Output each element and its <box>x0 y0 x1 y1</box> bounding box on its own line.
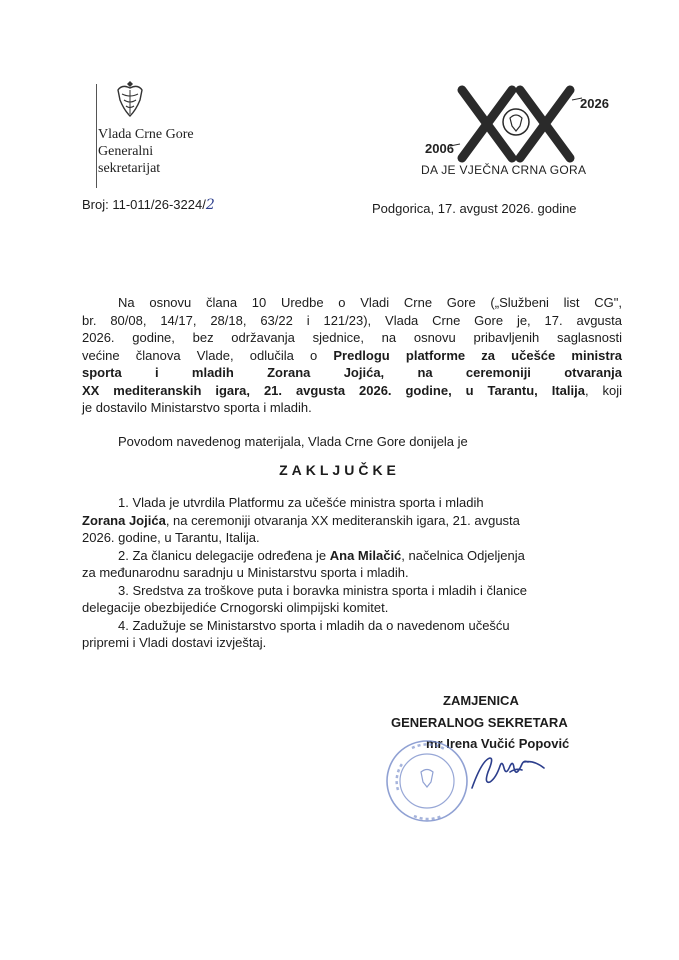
conclusion-bold-text: Zorana Jojića <box>82 512 166 528</box>
handwritten-signature-icon <box>466 742 556 802</box>
intro-text: većine članova Vlade, odlučila o <box>82 347 334 363</box>
coat-of-arms-icon <box>112 78 148 122</box>
org-line-2: Generalni <box>98 144 154 159</box>
intro-line: Na osnovu člana 10 Uredbe o Vladi Crne Gore („Službeni list CG", <box>118 295 622 310</box>
conclusion-line: delegacije obezbijediće Crnogorski olimpijski komitet. <box>82 600 389 615</box>
header-divider <box>96 84 97 188</box>
intro-line: sporta i mladih Zorana Jojića, na ceremoniji otvaranja <box>82 365 622 380</box>
conclusion-item-4 <box>82 617 622 652</box>
organization-name <box>98 126 194 177</box>
conclusion-line: 1. Vlada je utvrdila Platformu za učešće ministra sporta i mladih <box>118 495 484 510</box>
intro-line <box>82 382 622 400</box>
conclusion-item-1 <box>82 494 622 547</box>
org-line-1: Vlada Crne Gore <box>98 127 194 142</box>
logo-year-start: 2006 <box>425 141 454 156</box>
logo-year-end: 2026 <box>580 96 609 111</box>
conclusion-text: , na ceremoniji otvaranja XX mediteranskih igara, 21. avgusta <box>165 512 520 528</box>
intro-line: 2026. godine, bez održavanja sjednice, na osnovu pribavljenih saglasnosti <box>82 330 622 345</box>
conclusion-line: za međunarodnu saradnju u Ministarstvu sporta i mladih. <box>82 565 409 580</box>
conclusions-heading: ZAKLJUČKE <box>279 462 400 478</box>
conclusion-line: 2026. godine, u Tarantu, Italija. <box>82 530 260 545</box>
conclusion-line <box>82 547 622 565</box>
conclusion-item-2 <box>82 547 622 582</box>
intro-bold-text: XX mediteranskih igara, 21. avgusta 2026. godine, u Tarantu, Italija <box>82 382 585 398</box>
reference-number-text: Broj: 11-011/26-3224/ <box>82 197 206 212</box>
signatory-title-2: GENERALNOG SEKRETARA <box>391 715 568 730</box>
conclusion-bold-text: Ana Milačić <box>329 547 402 563</box>
signatory-name: mr Irena Vučić Popović <box>426 736 570 751</box>
conclusion-line: 3. Sredstva za troškove puta i boravka ministra sporta i mladih i članice <box>118 582 527 598</box>
adoption-statement: Povodom navedenog materijala, Vlada Crne Gore donijela je <box>118 434 468 449</box>
official-stamp-icon <box>384 738 470 824</box>
conclusion-line: 4. Zadužuje se Ministarstvo sporta i mladih da o navedenom učešću <box>118 617 510 633</box>
intro-line: je dostavilo Ministarstvo sporta i mladih. <box>82 400 312 415</box>
intro-text: , koji <box>584 382 622 398</box>
intro-paragraph <box>82 294 622 417</box>
intro-bold-text: Predlogu platforme za učešće ministra <box>333 347 623 363</box>
logo-motto: DA JE VJEČNA CRNA GORA <box>421 163 587 177</box>
reference-number <box>82 197 215 213</box>
conclusions-list <box>82 494 622 652</box>
signatory-title-1: ZAMJENICA <box>443 693 519 708</box>
intro-line: br. 80/08, 14/17, 28/18, 63/22 i 121/23), Vlada Crne Gore je, 17. avgusta <box>82 312 622 328</box>
conclusion-text: 2. Za članicu delegacije određena je <box>118 547 330 563</box>
conclusion-item-3 <box>82 582 622 617</box>
place-date: Podgorica, 17. avgust 2026. godine <box>372 201 577 216</box>
reference-number-handwritten: 2 <box>205 197 215 213</box>
org-line-3: sekretarijat <box>98 161 161 176</box>
intro-line <box>82 347 622 365</box>
conclusion-line <box>82 512 622 530</box>
conclusion-text: , načelnica Odjeljenja <box>401 547 525 563</box>
conclusion-line: pripremi i Vladi dostavi izvještaj. <box>82 635 267 650</box>
